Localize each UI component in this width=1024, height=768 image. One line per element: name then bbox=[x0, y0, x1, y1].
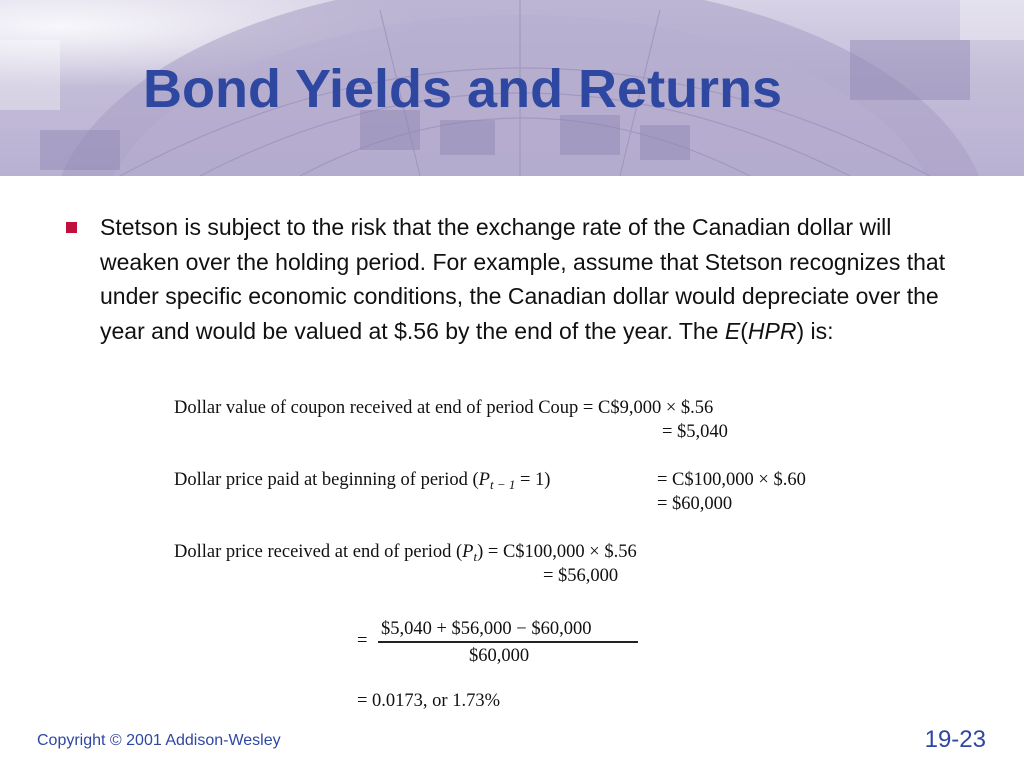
slide-title: Bond Yields and Returns bbox=[143, 59, 783, 119]
hpr-abbrev: HPR bbox=[747, 317, 797, 344]
paren-open: ( bbox=[740, 317, 748, 344]
hpr-denominator: $60,000 bbox=[469, 646, 530, 666]
end-price-subscript: t bbox=[473, 549, 478, 564]
expected-e: E bbox=[724, 317, 741, 344]
hpr-equals-sign: = bbox=[357, 631, 368, 651]
end-price-value2: = $56,000 bbox=[543, 566, 619, 586]
begin-price-value2: = $60,000 bbox=[657, 494, 733, 514]
end-price-label bbox=[174, 542, 637, 565]
begin-price-label-end: = 1) bbox=[515, 470, 551, 490]
header-banner bbox=[0, 0, 1024, 176]
coupon-equation-line2: = $5,040 bbox=[662, 422, 728, 442]
bullet-text bbox=[100, 210, 970, 348]
coupon-equation-line1: Dollar value of coupon received at end of period Coup = C$9,000 × $.56 bbox=[174, 398, 714, 418]
begin-price-label-text: Dollar price paid at beginning of period ( bbox=[174, 470, 479, 490]
hpr-result: = 0.0173, or 1.73% bbox=[357, 691, 501, 711]
square-bullet-icon bbox=[66, 222, 77, 233]
begin-price-value1: = C$100,000 × $.60 bbox=[657, 470, 806, 490]
bullet-point bbox=[66, 210, 966, 348]
hpr-numerator: $5,040 + $56,000 − $60,000 bbox=[381, 619, 592, 639]
begin-price-subscript: t − 1 bbox=[489, 477, 516, 492]
end-price-label-text: Dollar price received at end of period ( bbox=[174, 542, 463, 562]
begin-price-label bbox=[174, 470, 550, 493]
page-number: 19-23 bbox=[924, 726, 986, 753]
bullet-text-main: Stetson is subject to the risk that the exchange rate of the Canadian dollar will weaken over the holding period. For example, assume that Stetson recognizes that under specific economic conditions, the Canadian dollar would depreciate over the year and would be valued at $.56 by the end of the year. The bbox=[100, 214, 946, 344]
bullet-text-end: ) is: bbox=[796, 317, 834, 344]
copyright-footer: Copyright © 2001 Addison-Wesley bbox=[37, 732, 281, 749]
end-price-symbol: P bbox=[462, 542, 474, 562]
begin-price-symbol: P bbox=[478, 470, 490, 490]
fraction-bar bbox=[378, 641, 638, 643]
end-price-label-end: ) = C$100,000 × $.56 bbox=[477, 542, 637, 562]
